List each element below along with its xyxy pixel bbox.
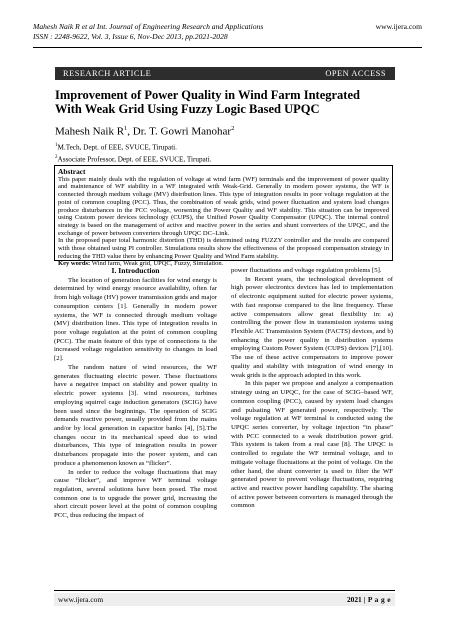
article-type-band [55, 67, 395, 80]
citation-header [33, 22, 263, 42]
citation-line-1: Mahesh Naik R et al Int. Journal of Engineering Research and Applications [33, 22, 264, 31]
journal-website[interactable]: www.ijera.com [375, 22, 422, 31]
author-list [55, 125, 234, 138]
intro-paragraph-5: In this paper we propose and analyze a compensation strategy using an UPQC, for the case of SCIG–based WF, common coupling (PCC), caused by system load changes and pulsating WF generated power, respectively. The voltage regulation at WF terminal is conducted using the UPQC series converter, by voltage injection “in phase” with PCC connected to a weak distribution power grid. This system is taken from a real case [8]. The UPQC is controlled to regulate the WF terminal voltage, and to mitigate voltage fluctuations at the point of voltage. On the other hand, the shunt converter is used to filter the WF generated power to prevent voltage fluctuations, requiring active and reactive power handling capability. The sharing of active power between converters is managed through the common [231, 380, 393, 510]
intro-paragraph-2: The random nature of wind resources, the WF generates fluctuating electric power. These fluctuations have a negative impact on stability and power quality in electric power systems [3]. wind resources, turbines employing squirrel cage induction generators (SCIG) have been used since the beginnings. The operation of SCIG demands reactive power, usually provided from the mains and/or by local generation in capacitor banks [4], [5].The changes occur in its mechanical speed due to wind disturbances, This type of integration results in power disturbances propagate into the power system, and can produce a phenomenon known as “flicker”. [54, 363, 217, 467]
abstract-box [54, 165, 393, 268]
intro-paragraph-3-continued: power fluctuations and voltage regulation problems [5]. [231, 267, 382, 274]
open-access-label: OPEN ACCESS [325, 69, 386, 78]
intro-paragraph-3: In order to reduce the voltage fluctuations that may cause “flicker”, and improve WF terminal voltage regulation, several solutions have been posed. The most common one is to upgrade the power grid, increasing the short circuit power level at the point of common coupling PCC, thus reducing the impact of [54, 468, 217, 520]
author-1: Mahesh Naik R [55, 125, 125, 138]
right-column [231, 267, 393, 587]
page-number-label [347, 595, 391, 604]
left-column [54, 267, 217, 587]
affiliation-2: $^2$Associate Professor, Dept. of EEE, SVUCE, Tirupati. [55, 154, 212, 164]
affiliation-1: $^1$M.Tech, Dept. of EEE, SVUCE, Tirupati. [55, 143, 177, 152]
author-2-affiliation-mark: 2 [231, 125, 235, 132]
footer-divider [54, 590, 395, 591]
footer-website[interactable]: www.ijera.com [58, 595, 104, 604]
abstract-heading: Abstract [58, 167, 86, 176]
author-1-affiliation-mark: 1 [124, 125, 128, 132]
citation-line-2: ISSN : 2248-9622, Vol. 3, Issue 6, Nov-Dec 2013, pp.2021-2028 [33, 32, 228, 41]
keywords-list: Wind farm, Weak grid, UPQC, Fuzzy, Simulation. [90, 260, 224, 268]
abstract-paragraph-1: This paper mainly deals with the regulation of voltage at wind farm (WF) terminals and the improvement of power quality and maintenance of WF stability in a WF integrated with Weak-Grid. Generally in modern power systems, the WF is connected through medium voltage (MV) distribution lines. This type of integration results in poor voltage regulation at the point of common coupling (PCC). Thus, the combination of weak grids, wind power fluctuation and system load changes produce disturbances in the PCC voltage, worsening the Power Quality and WF stability. This situation can be improved using Custom power devices technology (CUPS), the Unified Power Quality Compensator (UPQC). The internal control strategy is based on the management of active and reactive power in the series and shunt converters of the UPQC, and the exchange of power between converters through UPQC DC–Link. [58, 175, 389, 237]
intro-paragraph-4: In Recent years, the technological development of high power electronics devices has led to implementation of electronic equipment suited for electric power systems, with fast response compared to the line frequency. These active compensators allow great flexibility in: a) controlling the power flow in transmission systems using Flexible AC Transmission System (FACTS) devices, and b) enhancing the power quality in distribution systems employing Custom Power System (CUPS) devices [7],[10]. The use of these active compensators to improve power quality and stability with integration of wind energy in weak grids is the approach adopted in this work. [231, 275, 393, 379]
research-article-label: RESEARCH ARTICLE [63, 69, 152, 78]
page-number: 2021 [346, 595, 362, 604]
intro-paragraph-1: The location of generation facilities for wind energy is determined by wind energy resource availability, often far from high voltage (HV) power transmission grids and major consumption centers [1]. Generally in modern power systems, the WF is connected through medium voltage (MV) distribution lines. This type of integration results in poor voltage regulation at the point of common coupling (PCC). The main feature of this type of connections is the increased voltage regulation sensitivity to changes in load [2]. [54, 276, 217, 363]
header-divider [33, 47, 422, 48]
paper-title: Improvement of Power Quality in Wind Farm Integrated With Weak Grid Using Fuzzy Logic Based UPQC [55, 88, 360, 116]
abstract-paragraph-2: In the proposed paper total harmonic distortion (THD) is determined using FUZZY controller and the results are compared with those obtained using PI controller. Simulations results show the effectiveness of the proposed compensation strategy in reducing the THD value there by enhancing Power Quality and Wind Farm stability. [58, 237, 389, 260]
author-2: , Dr. T. Gowri Manohar [127, 125, 232, 138]
keywords-label: Key words: [58, 260, 91, 268]
affiliations [55, 141, 212, 165]
page-footer [54, 593, 395, 606]
page-word: | P a g e [363, 595, 391, 604]
section-heading-introduction: I. Introduction [111, 266, 160, 275]
